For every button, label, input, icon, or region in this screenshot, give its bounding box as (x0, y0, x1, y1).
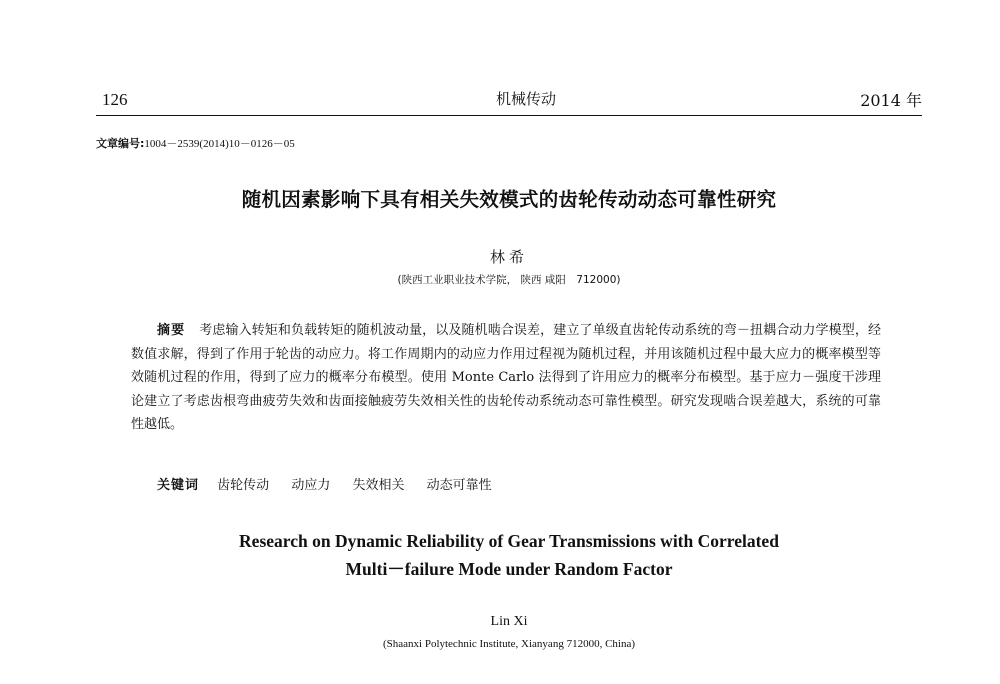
article-number-value: 1004－2539(2014)10－0126－05 (144, 138, 295, 150)
article-number-label: 文章编号: (96, 137, 145, 150)
running-header (96, 86, 922, 116)
keyword: 失效相关 (352, 478, 405, 493)
affiliation-chinese: (陕西工业职业技术学院， 陕西 咸阳 712000) (397, 274, 621, 286)
abstract-text: 考虑输入转矩和负载转矩的随机波动量，以及随机啮合误差，建立了单级直齿轮传动系统的弯－扭耦合动力学模型，经数值求解，得到了作用于轮齿的动应力。将工作周期内的动应力作用过程视为随机过程，并用该随机过程中最大应力的概率模型等效随机过程的作用，得到了应力的概率分布模型。使用 Monte Carlo 法得到了许用应力的概率分布模型。基于应力－强度干涉理论建立了考虑齿根弯曲疲劳失效和齿面接触疲劳失效相关性的齿轮传动系统动态可靠性模型。研究发现啮合误差越大，系统的可靠性越低。 (131, 323, 881, 433)
abstract-paragraph (131, 319, 881, 437)
abstract (131, 319, 881, 437)
journal-name: 机械传动 (495, 90, 556, 108)
affiliation-english: (Shaanxi Polytechnic Institute, Xianyang 712000, China) (382, 638, 636, 650)
title-english-line-2: Multi－failure Mode under Random Factor (345, 559, 673, 579)
title-chinese: 随机因素影响下具有相关失效模式的齿轮传动动态可靠性研究 (241, 188, 777, 211)
title-english (96, 527, 922, 583)
author-english: Lin Xi (490, 614, 528, 629)
keyword: 齿轮传动 (217, 478, 270, 493)
publication-year: 2014 年 (860, 91, 922, 110)
page-number: 126 (102, 90, 128, 109)
keywords (157, 474, 510, 493)
title-english-line-1: Research on Dynamic Reliability of Gear Transmissions with Correlated (239, 531, 779, 551)
header-rule (96, 115, 922, 116)
keywords-label: 关键词 (157, 478, 200, 493)
keyword: 动态可靠性 (426, 478, 492, 493)
author-chinese: 林希 (489, 248, 528, 266)
keyword: 动应力 (291, 478, 331, 493)
article-number (96, 135, 295, 151)
abstract-label: 摘要 (157, 323, 186, 338)
